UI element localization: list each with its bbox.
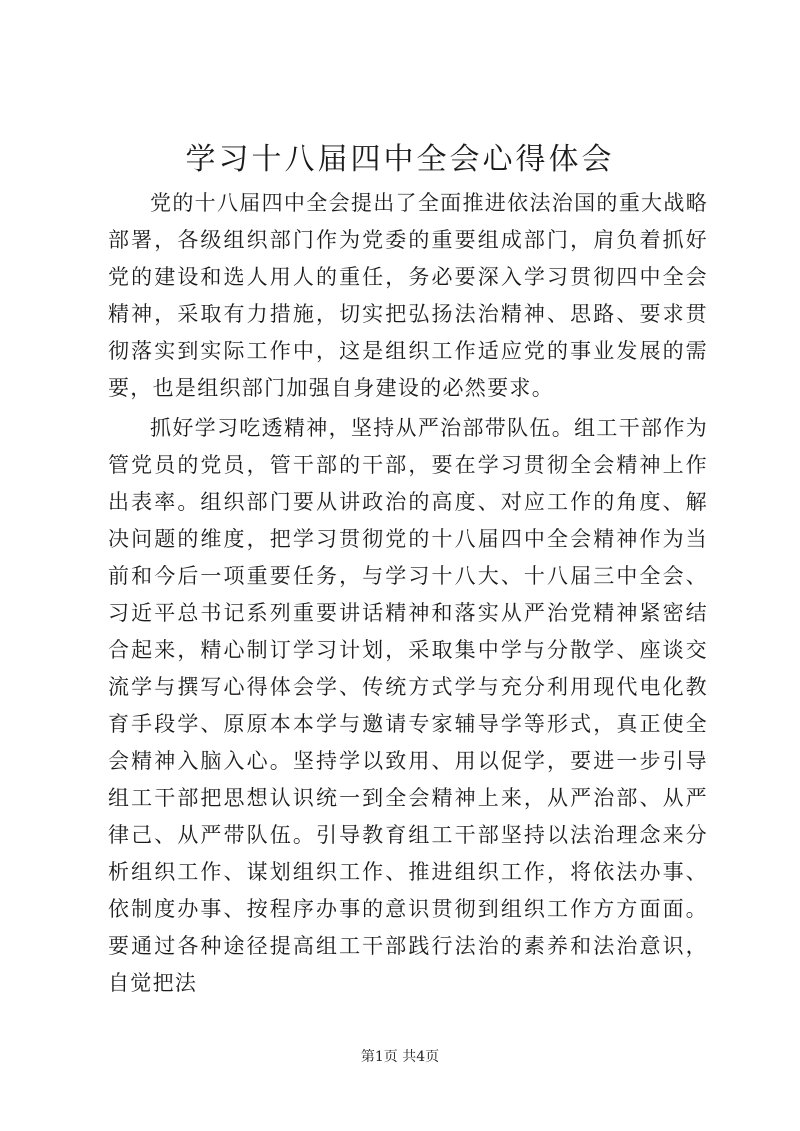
paragraph-study: 抓好学习吃透精神，坚持从严治部带队伍。组工干部作为管党员的党员，管干部的干部，要在学习贯彻全会精神上作出表率。组织部门要从讲政治的高度、对应工作的角度、解决问题的维度，把学习贯彻党的十八届四中全会精神作为当前和今后一项重要任务，与学习十八大、十八届三中全会、习近平总书记系列重要讲话精神和落实从严治党精神紧密结合起来，精心制订学习计划，采取集中学与分散学、座谈交流学与撰写心得体会学、传统方式学与充分利用现代电化教育手段学、原原本本学与邀请专家辅导学等形式，真正使全会精神入脑入心。坚持学以致用、用以促学，要进一步引导组工干部把思想认识统一到全会精神上来，从严治部、从严律己、从严带队伍。引导教育组工干部坚持以法治理念来分析组织工作、谋划组织工作、推进组织工作，将依法办事、依制度办事、按程序办事的意识贯彻到组织工作方方面面。要通过各种途径提高组工干部践行法治的素养和法治意识，自觉把法 — [108, 416, 708, 995]
paragraph-intro: 党的十八届四中全会提出了全面推进依法治国的重大战略部署，各级组织部门作为党委的重要组成部门，肩负着抓好党的建设和选人用人的重任，务必要深入学习贯彻四中全会精神，采取有力措施，切实把弘扬法治精神、思路、要求贯彻落实到实际工作中，这是组织工作适应党的事业发展的需要，也是组织部门加强自身建设的必然要求。 — [108, 191, 708, 400]
document-body — [108, 185, 708, 1002]
page-footer: 第1页 共4页 — [360, 1049, 440, 1065]
document-title: 学习十八届四中全会心得体会 — [185, 142, 615, 177]
